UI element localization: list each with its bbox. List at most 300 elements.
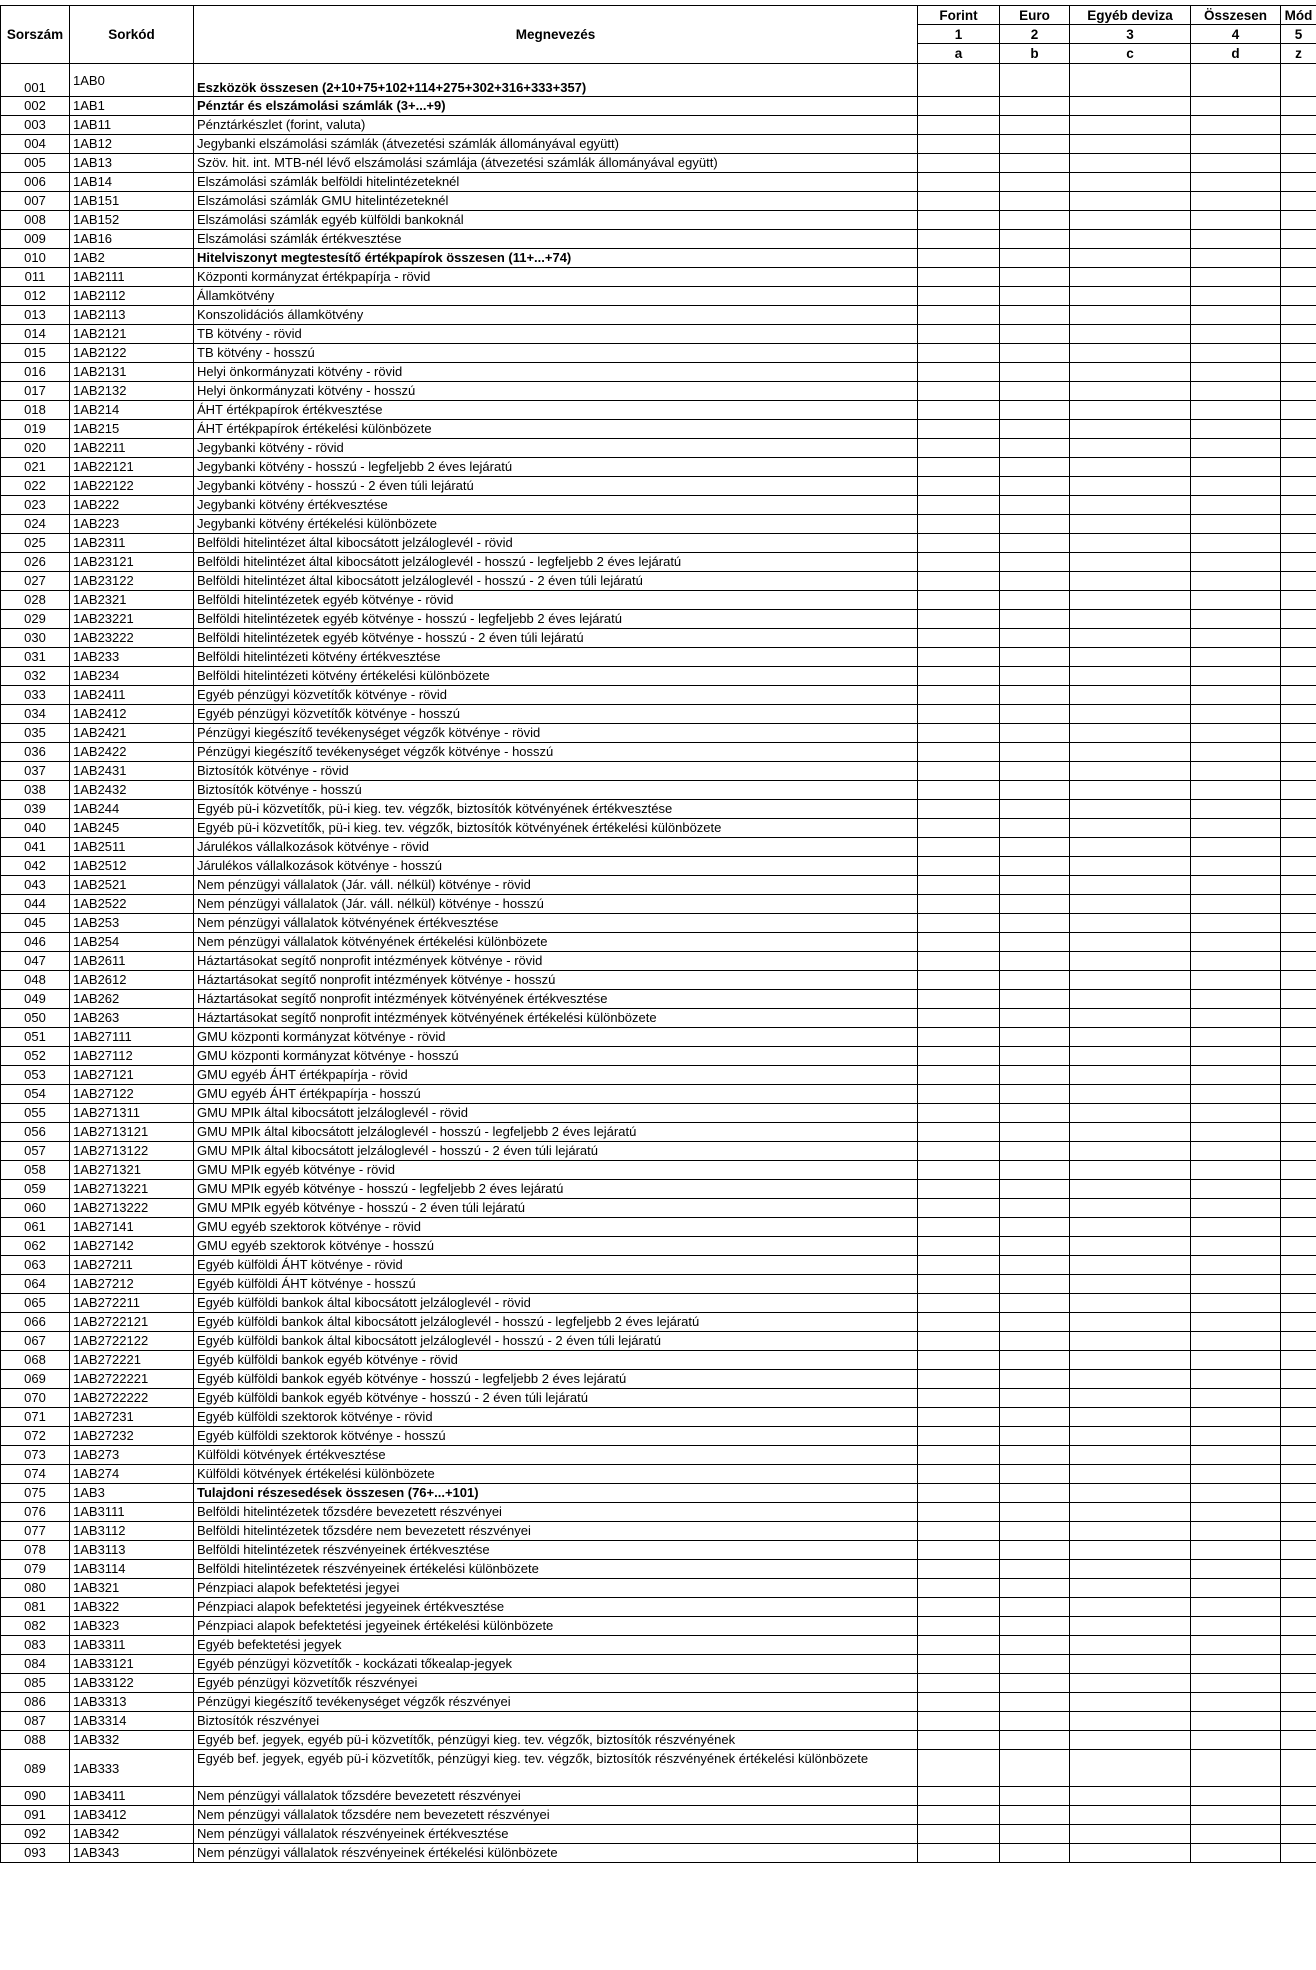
value-cell-euro[interactable] [1000, 1693, 1070, 1712]
value-cell-euro[interactable] [1000, 1731, 1070, 1750]
value-cell-osszesen[interactable] [1191, 1047, 1281, 1066]
value-cell-osszesen[interactable] [1191, 1294, 1281, 1313]
value-cell-mod[interactable] [1281, 724, 1316, 743]
value-cell-egyeb-deviza[interactable] [1070, 173, 1191, 192]
value-cell-osszesen[interactable] [1191, 1465, 1281, 1484]
value-cell-forint[interactable] [918, 1294, 1000, 1313]
value-cell-egyeb-deviza[interactable] [1070, 1123, 1191, 1142]
value-cell-mod[interactable] [1281, 325, 1316, 344]
value-cell-osszesen[interactable] [1191, 762, 1281, 781]
value-cell-osszesen[interactable] [1191, 1028, 1281, 1047]
value-cell-egyeb-deviza[interactable] [1070, 287, 1191, 306]
value-cell-forint[interactable] [918, 420, 1000, 439]
value-cell-euro[interactable] [1000, 1787, 1070, 1806]
value-cell-forint[interactable] [918, 705, 1000, 724]
value-cell-egyeb-deviza[interactable] [1070, 1313, 1191, 1332]
value-cell-mod[interactable] [1281, 1503, 1316, 1522]
value-cell-osszesen[interactable] [1191, 1655, 1281, 1674]
value-cell-forint[interactable] [918, 401, 1000, 420]
value-cell-osszesen[interactable] [1191, 553, 1281, 572]
value-cell-forint[interactable] [918, 1503, 1000, 1522]
value-cell-euro[interactable] [1000, 1351, 1070, 1370]
value-cell-osszesen[interactable] [1191, 268, 1281, 287]
value-cell-forint[interactable] [918, 1047, 1000, 1066]
value-cell-euro[interactable] [1000, 1294, 1070, 1313]
value-cell-egyeb-deviza[interactable] [1070, 363, 1191, 382]
value-cell-osszesen[interactable] [1191, 990, 1281, 1009]
value-cell-euro[interactable] [1000, 1047, 1070, 1066]
value-cell-mod[interactable] [1281, 1465, 1316, 1484]
value-cell-euro[interactable] [1000, 1465, 1070, 1484]
value-cell-osszesen[interactable] [1191, 1560, 1281, 1579]
value-cell-forint[interactable] [918, 1844, 1000, 1863]
value-cell-mod[interactable] [1281, 230, 1316, 249]
value-cell-euro[interactable] [1000, 1218, 1070, 1237]
value-cell-osszesen[interactable] [1191, 325, 1281, 344]
value-cell-osszesen[interactable] [1191, 1598, 1281, 1617]
value-cell-egyeb-deviza[interactable] [1070, 591, 1191, 610]
value-cell-forint[interactable] [918, 1674, 1000, 1693]
value-cell-forint[interactable] [918, 1598, 1000, 1617]
value-cell-egyeb-deviza[interactable] [1070, 1750, 1191, 1787]
value-cell-forint[interactable] [918, 1199, 1000, 1218]
value-cell-mod[interactable] [1281, 1522, 1316, 1541]
value-cell-mod[interactable] [1281, 705, 1316, 724]
value-cell-euro[interactable] [1000, 1142, 1070, 1161]
value-cell-egyeb-deviza[interactable] [1070, 1465, 1191, 1484]
value-cell-egyeb-deviza[interactable] [1070, 1161, 1191, 1180]
value-cell-forint[interactable] [918, 1806, 1000, 1825]
value-cell-euro[interactable] [1000, 192, 1070, 211]
value-cell-forint[interactable] [918, 1104, 1000, 1123]
value-cell-mod[interactable] [1281, 458, 1316, 477]
value-cell-osszesen[interactable] [1191, 629, 1281, 648]
value-cell-egyeb-deviza[interactable] [1070, 553, 1191, 572]
value-cell-egyeb-deviza[interactable] [1070, 1294, 1191, 1313]
value-cell-euro[interactable] [1000, 1009, 1070, 1028]
value-cell-mod[interactable] [1281, 1142, 1316, 1161]
value-cell-osszesen[interactable] [1191, 781, 1281, 800]
value-cell-mod[interactable] [1281, 1579, 1316, 1598]
value-cell-forint[interactable] [918, 629, 1000, 648]
value-cell-mod[interactable] [1281, 591, 1316, 610]
value-cell-mod[interactable] [1281, 1731, 1316, 1750]
value-cell-euro[interactable] [1000, 135, 1070, 154]
value-cell-forint[interactable] [918, 268, 1000, 287]
value-cell-mod[interactable] [1281, 1237, 1316, 1256]
value-cell-egyeb-deviza[interactable] [1070, 1787, 1191, 1806]
value-cell-forint[interactable] [918, 534, 1000, 553]
value-cell-mod[interactable] [1281, 1370, 1316, 1389]
value-cell-euro[interactable] [1000, 97, 1070, 116]
value-cell-osszesen[interactable] [1191, 1237, 1281, 1256]
value-cell-mod[interactable] [1281, 1028, 1316, 1047]
value-cell-euro[interactable] [1000, 743, 1070, 762]
value-cell-euro[interactable] [1000, 1541, 1070, 1560]
value-cell-egyeb-deviza[interactable] [1070, 496, 1191, 515]
value-cell-osszesen[interactable] [1191, 116, 1281, 135]
value-cell-forint[interactable] [918, 1560, 1000, 1579]
value-cell-egyeb-deviza[interactable] [1070, 534, 1191, 553]
value-cell-euro[interactable] [1000, 363, 1070, 382]
value-cell-mod[interactable] [1281, 1636, 1316, 1655]
value-cell-forint[interactable] [918, 876, 1000, 895]
value-cell-euro[interactable] [1000, 705, 1070, 724]
value-cell-mod[interactable] [1281, 211, 1316, 230]
value-cell-forint[interactable] [918, 325, 1000, 344]
value-cell-mod[interactable] [1281, 1427, 1316, 1446]
value-cell-osszesen[interactable] [1191, 1085, 1281, 1104]
value-cell-osszesen[interactable] [1191, 1806, 1281, 1825]
value-cell-osszesen[interactable] [1191, 686, 1281, 705]
value-cell-forint[interactable] [918, 1617, 1000, 1636]
value-cell-osszesen[interactable] [1191, 496, 1281, 515]
value-cell-egyeb-deviza[interactable] [1070, 1541, 1191, 1560]
value-cell-mod[interactable] [1281, 1351, 1316, 1370]
value-cell-mod[interactable] [1281, 1446, 1316, 1465]
value-cell-osszesen[interactable] [1191, 1693, 1281, 1712]
value-cell-euro[interactable] [1000, 477, 1070, 496]
value-cell-forint[interactable] [918, 306, 1000, 325]
value-cell-osszesen[interactable] [1191, 192, 1281, 211]
value-cell-forint[interactable] [918, 1161, 1000, 1180]
value-cell-euro[interactable] [1000, 230, 1070, 249]
value-cell-forint[interactable] [918, 1484, 1000, 1503]
value-cell-egyeb-deviza[interactable] [1070, 97, 1191, 116]
value-cell-euro[interactable] [1000, 819, 1070, 838]
value-cell-egyeb-deviza[interactable] [1070, 1731, 1191, 1750]
value-cell-osszesen[interactable] [1191, 420, 1281, 439]
value-cell-forint[interactable] [918, 1066, 1000, 1085]
value-cell-egyeb-deviza[interactable] [1070, 819, 1191, 838]
value-cell-mod[interactable] [1281, 1693, 1316, 1712]
value-cell-euro[interactable] [1000, 591, 1070, 610]
value-cell-mod[interactable] [1281, 1844, 1316, 1863]
value-cell-forint[interactable] [918, 477, 1000, 496]
value-cell-forint[interactable] [918, 439, 1000, 458]
value-cell-euro[interactable] [1000, 1446, 1070, 1465]
value-cell-osszesen[interactable] [1191, 477, 1281, 496]
value-cell-forint[interactable] [918, 1712, 1000, 1731]
value-cell-mod[interactable] [1281, 1009, 1316, 1028]
value-cell-forint[interactable] [918, 1313, 1000, 1332]
value-cell-egyeb-deviza[interactable] [1070, 1218, 1191, 1237]
value-cell-euro[interactable] [1000, 1579, 1070, 1598]
value-cell-osszesen[interactable] [1191, 1674, 1281, 1693]
value-cell-egyeb-deviza[interactable] [1070, 116, 1191, 135]
value-cell-mod[interactable] [1281, 1161, 1316, 1180]
value-cell-mod[interactable] [1281, 64, 1316, 97]
value-cell-mod[interactable] [1281, 116, 1316, 135]
value-cell-mod[interactable] [1281, 990, 1316, 1009]
value-cell-forint[interactable] [918, 154, 1000, 173]
value-cell-mod[interactable] [1281, 515, 1316, 534]
value-cell-mod[interactable] [1281, 1123, 1316, 1142]
value-cell-osszesen[interactable] [1191, 287, 1281, 306]
value-cell-osszesen[interactable] [1191, 1712, 1281, 1731]
value-cell-egyeb-deviza[interactable] [1070, 401, 1191, 420]
value-cell-osszesen[interactable] [1191, 1275, 1281, 1294]
value-cell-osszesen[interactable] [1191, 458, 1281, 477]
value-cell-forint[interactable] [918, 914, 1000, 933]
value-cell-egyeb-deviza[interactable] [1070, 249, 1191, 268]
value-cell-osszesen[interactable] [1191, 439, 1281, 458]
value-cell-egyeb-deviza[interactable] [1070, 1484, 1191, 1503]
value-cell-osszesen[interactable] [1191, 97, 1281, 116]
value-cell-egyeb-deviza[interactable] [1070, 667, 1191, 686]
value-cell-egyeb-deviza[interactable] [1070, 1825, 1191, 1844]
value-cell-mod[interactable] [1281, 1104, 1316, 1123]
value-cell-egyeb-deviza[interactable] [1070, 724, 1191, 743]
value-cell-egyeb-deviza[interactable] [1070, 1560, 1191, 1579]
value-cell-osszesen[interactable] [1191, 1142, 1281, 1161]
value-cell-euro[interactable] [1000, 781, 1070, 800]
value-cell-egyeb-deviza[interactable] [1070, 1427, 1191, 1446]
value-cell-egyeb-deviza[interactable] [1070, 458, 1191, 477]
value-cell-egyeb-deviza[interactable] [1070, 686, 1191, 705]
value-cell-euro[interactable] [1000, 1256, 1070, 1275]
value-cell-egyeb-deviza[interactable] [1070, 781, 1191, 800]
value-cell-euro[interactable] [1000, 1503, 1070, 1522]
value-cell-forint[interactable] [918, 1750, 1000, 1787]
value-cell-mod[interactable] [1281, 382, 1316, 401]
value-cell-forint[interactable] [918, 743, 1000, 762]
value-cell-egyeb-deviza[interactable] [1070, 1009, 1191, 1028]
value-cell-osszesen[interactable] [1191, 952, 1281, 971]
value-cell-egyeb-deviza[interactable] [1070, 971, 1191, 990]
value-cell-egyeb-deviza[interactable] [1070, 762, 1191, 781]
value-cell-mod[interactable] [1281, 1180, 1316, 1199]
value-cell-egyeb-deviza[interactable] [1070, 876, 1191, 895]
value-cell-egyeb-deviza[interactable] [1070, 64, 1191, 97]
value-cell-egyeb-deviza[interactable] [1070, 705, 1191, 724]
value-cell-osszesen[interactable] [1191, 173, 1281, 192]
value-cell-osszesen[interactable] [1191, 857, 1281, 876]
value-cell-euro[interactable] [1000, 1085, 1070, 1104]
value-cell-osszesen[interactable] [1191, 1332, 1281, 1351]
value-cell-euro[interactable] [1000, 458, 1070, 477]
value-cell-mod[interactable] [1281, 534, 1316, 553]
value-cell-forint[interactable] [918, 192, 1000, 211]
value-cell-egyeb-deviza[interactable] [1070, 1674, 1191, 1693]
value-cell-forint[interactable] [918, 895, 1000, 914]
value-cell-forint[interactable] [918, 933, 1000, 952]
value-cell-mod[interactable] [1281, 762, 1316, 781]
value-cell-egyeb-deviza[interactable] [1070, 306, 1191, 325]
value-cell-osszesen[interactable] [1191, 1180, 1281, 1199]
value-cell-euro[interactable] [1000, 382, 1070, 401]
value-cell-osszesen[interactable] [1191, 572, 1281, 591]
value-cell-mod[interactable] [1281, 1332, 1316, 1351]
value-cell-forint[interactable] [918, 990, 1000, 1009]
value-cell-mod[interactable] [1281, 572, 1316, 591]
value-cell-forint[interactable] [918, 1237, 1000, 1256]
value-cell-mod[interactable] [1281, 1085, 1316, 1104]
value-cell-egyeb-deviza[interactable] [1070, 268, 1191, 287]
value-cell-osszesen[interactable] [1191, 1541, 1281, 1560]
value-cell-egyeb-deviza[interactable] [1070, 914, 1191, 933]
value-cell-osszesen[interactable] [1191, 1579, 1281, 1598]
value-cell-osszesen[interactable] [1191, 1313, 1281, 1332]
value-cell-euro[interactable] [1000, 1332, 1070, 1351]
value-cell-euro[interactable] [1000, 534, 1070, 553]
value-cell-mod[interactable] [1281, 496, 1316, 515]
value-cell-egyeb-deviza[interactable] [1070, 1446, 1191, 1465]
value-cell-forint[interactable] [918, 458, 1000, 477]
value-cell-euro[interactable] [1000, 1522, 1070, 1541]
value-cell-mod[interactable] [1281, 1066, 1316, 1085]
value-cell-mod[interactable] [1281, 1655, 1316, 1674]
value-cell-osszesen[interactable] [1191, 1370, 1281, 1389]
value-cell-mod[interactable] [1281, 838, 1316, 857]
value-cell-mod[interactable] [1281, 1541, 1316, 1560]
value-cell-forint[interactable] [918, 1351, 1000, 1370]
value-cell-mod[interactable] [1281, 1313, 1316, 1332]
value-cell-egyeb-deviza[interactable] [1070, 1806, 1191, 1825]
value-cell-mod[interactable] [1281, 800, 1316, 819]
value-cell-mod[interactable] [1281, 933, 1316, 952]
value-cell-osszesen[interactable] [1191, 1636, 1281, 1655]
value-cell-euro[interactable] [1000, 686, 1070, 705]
value-cell-osszesen[interactable] [1191, 667, 1281, 686]
value-cell-osszesen[interactable] [1191, 1066, 1281, 1085]
value-cell-euro[interactable] [1000, 1655, 1070, 1674]
value-cell-egyeb-deviza[interactable] [1070, 1598, 1191, 1617]
value-cell-egyeb-deviza[interactable] [1070, 1844, 1191, 1863]
value-cell-osszesen[interactable] [1191, 154, 1281, 173]
value-cell-osszesen[interactable] [1191, 135, 1281, 154]
value-cell-osszesen[interactable] [1191, 1256, 1281, 1275]
value-cell-forint[interactable] [918, 1142, 1000, 1161]
value-cell-euro[interactable] [1000, 1104, 1070, 1123]
value-cell-mod[interactable] [1281, 1712, 1316, 1731]
value-cell-osszesen[interactable] [1191, 705, 1281, 724]
value-cell-mod[interactable] [1281, 420, 1316, 439]
value-cell-egyeb-deviza[interactable] [1070, 1408, 1191, 1427]
value-cell-euro[interactable] [1000, 572, 1070, 591]
value-cell-mod[interactable] [1281, 97, 1316, 116]
value-cell-mod[interactable] [1281, 857, 1316, 876]
value-cell-egyeb-deviza[interactable] [1070, 1199, 1191, 1218]
value-cell-mod[interactable] [1281, 743, 1316, 762]
value-cell-forint[interactable] [918, 1522, 1000, 1541]
value-cell-forint[interactable] [918, 1446, 1000, 1465]
value-cell-forint[interactable] [918, 1655, 1000, 1674]
value-cell-egyeb-deviza[interactable] [1070, 1712, 1191, 1731]
value-cell-euro[interactable] [1000, 1560, 1070, 1579]
value-cell-mod[interactable] [1281, 1484, 1316, 1503]
value-cell-osszesen[interactable] [1191, 800, 1281, 819]
value-cell-egyeb-deviza[interactable] [1070, 1617, 1191, 1636]
value-cell-euro[interactable] [1000, 1674, 1070, 1693]
value-cell-osszesen[interactable] [1191, 344, 1281, 363]
value-cell-euro[interactable] [1000, 515, 1070, 534]
value-cell-euro[interactable] [1000, 553, 1070, 572]
value-cell-osszesen[interactable] [1191, 895, 1281, 914]
value-cell-forint[interactable] [918, 363, 1000, 382]
value-cell-mod[interactable] [1281, 173, 1316, 192]
value-cell-euro[interactable] [1000, 496, 1070, 515]
value-cell-mod[interactable] [1281, 1218, 1316, 1237]
value-cell-osszesen[interactable] [1191, 819, 1281, 838]
value-cell-euro[interactable] [1000, 1237, 1070, 1256]
value-cell-forint[interactable] [918, 553, 1000, 572]
value-cell-forint[interactable] [918, 1541, 1000, 1560]
value-cell-mod[interactable] [1281, 1825, 1316, 1844]
value-cell-osszesen[interactable] [1191, 534, 1281, 553]
value-cell-mod[interactable] [1281, 477, 1316, 496]
value-cell-euro[interactable] [1000, 1408, 1070, 1427]
value-cell-forint[interactable] [918, 1009, 1000, 1028]
value-cell-mod[interactable] [1281, 1047, 1316, 1066]
value-cell-egyeb-deviza[interactable] [1070, 629, 1191, 648]
value-cell-mod[interactable] [1281, 610, 1316, 629]
value-cell-euro[interactable] [1000, 287, 1070, 306]
value-cell-osszesen[interactable] [1191, 914, 1281, 933]
value-cell-egyeb-deviza[interactable] [1070, 1275, 1191, 1294]
value-cell-mod[interactable] [1281, 1256, 1316, 1275]
value-cell-euro[interactable] [1000, 249, 1070, 268]
value-cell-euro[interactable] [1000, 1180, 1070, 1199]
value-cell-euro[interactable] [1000, 1598, 1070, 1617]
value-cell-mod[interactable] [1281, 971, 1316, 990]
value-cell-mod[interactable] [1281, 1750, 1316, 1787]
value-cell-euro[interactable] [1000, 420, 1070, 439]
value-cell-forint[interactable] [918, 648, 1000, 667]
value-cell-mod[interactable] [1281, 648, 1316, 667]
value-cell-osszesen[interactable] [1191, 1009, 1281, 1028]
value-cell-mod[interactable] [1281, 819, 1316, 838]
value-cell-mod[interactable] [1281, 914, 1316, 933]
value-cell-osszesen[interactable] [1191, 401, 1281, 420]
value-cell-euro[interactable] [1000, 1844, 1070, 1863]
value-cell-euro[interactable] [1000, 1370, 1070, 1389]
value-cell-egyeb-deviza[interactable] [1070, 1047, 1191, 1066]
value-cell-forint[interactable] [918, 1579, 1000, 1598]
value-cell-mod[interactable] [1281, 781, 1316, 800]
value-cell-euro[interactable] [1000, 306, 1070, 325]
value-cell-forint[interactable] [918, 135, 1000, 154]
value-cell-egyeb-deviza[interactable] [1070, 211, 1191, 230]
value-cell-egyeb-deviza[interactable] [1070, 382, 1191, 401]
value-cell-forint[interactable] [918, 496, 1000, 515]
value-cell-osszesen[interactable] [1191, 1731, 1281, 1750]
value-cell-euro[interactable] [1000, 724, 1070, 743]
value-cell-osszesen[interactable] [1191, 382, 1281, 401]
value-cell-forint[interactable] [918, 572, 1000, 591]
value-cell-egyeb-deviza[interactable] [1070, 1028, 1191, 1047]
value-cell-euro[interactable] [1000, 629, 1070, 648]
value-cell-osszesen[interactable] [1191, 1218, 1281, 1237]
value-cell-osszesen[interactable] [1191, 1503, 1281, 1522]
value-cell-mod[interactable] [1281, 1294, 1316, 1313]
value-cell-osszesen[interactable] [1191, 1351, 1281, 1370]
value-cell-mod[interactable] [1281, 287, 1316, 306]
value-cell-forint[interactable] [918, 1332, 1000, 1351]
value-cell-osszesen[interactable] [1191, 249, 1281, 268]
value-cell-euro[interactable] [1000, 344, 1070, 363]
value-cell-osszesen[interactable] [1191, 363, 1281, 382]
value-cell-forint[interactable] [918, 591, 1000, 610]
value-cell-euro[interactable] [1000, 211, 1070, 230]
value-cell-euro[interactable] [1000, 1313, 1070, 1332]
value-cell-osszesen[interactable] [1191, 1825, 1281, 1844]
value-cell-euro[interactable] [1000, 154, 1070, 173]
value-cell-egyeb-deviza[interactable] [1070, 952, 1191, 971]
value-cell-osszesen[interactable] [1191, 1787, 1281, 1806]
value-cell-forint[interactable] [918, 1085, 1000, 1104]
value-cell-mod[interactable] [1281, 952, 1316, 971]
